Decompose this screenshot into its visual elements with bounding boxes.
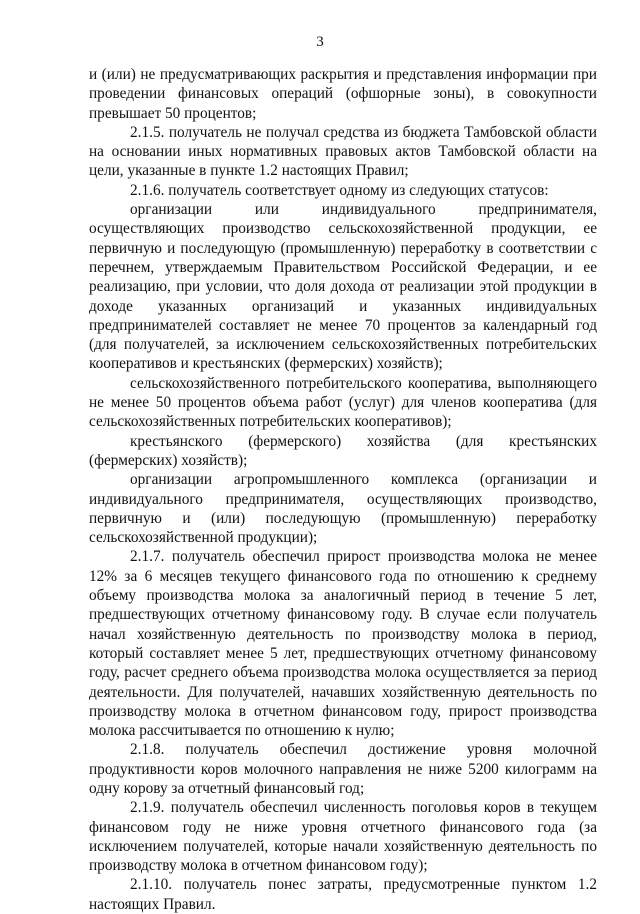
status-item-organization: организации или индивидуального предпринимателя, осуществляющих производство сельскохозяйственной продукции, ее первичную и последующую (промышленную) переработку в соответствии с перечнем, утверждаемым Правительством Российской Федерации, и ее реализацию, при условии, что доля дохода от реализации этой продукции в доходе указанных организаций и указанных индивидуальных предпринимателей составляет не менее 70 процентов за календарный год (для получателей, за исключением сельскохозяйственных потребительских кооперативов и крестьянских (фермерских) хозяйств); bbox=[89, 201, 597, 373]
paragraph-2-1-8: 2.1.8. получатель обеспечил достижение уровня молочной продуктивности коров молочного направления не ниже 5200 килограмм на одну корову за отчетный финансовый год; bbox=[89, 741, 597, 797]
page-number: 3 bbox=[316, 34, 324, 50]
paragraph-2-1-9: 2.1.9. получатель обеспечил численность поголовья коров в текущем финансовом году не ниже уровня отчетного финансового года (за исключением получателей, которые начали хозяйственную деятельность по производству молока в отчетном финансовом году); bbox=[89, 799, 597, 875]
document-body bbox=[89, 65, 597, 914]
status-item-agro-organization: организации агропромышленного комплекса (организации и индивидуального предпринимателя, осуществляющих производство, первичную и (или) последующую (промышленную) переработку сельскохозяйственной продукции); bbox=[89, 471, 597, 547]
status-item-cooperative: сельскохозяйственного потребительского кооператива, выполняющего не менее 50 процентов объема работ (услуг) для членов кооператива (для сельскохозяйственных потребительских кооперативов); bbox=[89, 374, 597, 431]
paragraph-2-1-10: 2.1.10. получатель понес затраты, предусмотренные пунктом 1.2 настоящих Правил. bbox=[89, 876, 597, 913]
paragraph-2-1-7: 2.1.7. получатель обеспечил прирост производства молока не менее 12% за 6 месяцев текущего финансового года по отношению к среднему объему производства молока за аналогичный период в течение 5 лет, предшествующих отчетному финансовому году. В случае если получатель начал хозяйственную деятельность по производству молока в период, который составляет менее 5 лет, предшествующих отчетному финансовому году, расчет среднего объема производства молока осуществляется за период деятельности. Для получателей, начавших хозяйственную деятельность по производству молока в отчетном финансовом году, прирост производства молока рассчитывается по отношению к нулю; bbox=[89, 548, 597, 740]
paragraph-2-1-6: 2.1.6. получатель соответствует одному из следующих статусов: bbox=[130, 181, 549, 199]
status-item-farm: крестьянского (фермерского) хозяйства (для крестьянских (фермерских) хозяйств); bbox=[89, 432, 597, 469]
paragraph-2-1-5: 2.1.5. получатель не получал средства из бюджета Тамбовской области на основании иных нормативных правовых актов Тамбовской области на цели, указанные в пункте 1.2 настоящих Правил; bbox=[89, 123, 597, 180]
paragraph-continuation: и (или) не предусматривающих раскрытия и представления информации при проведении финансовых операций (офшорные зоны), в совокупности превышает 50 процентов; bbox=[89, 66, 597, 122]
